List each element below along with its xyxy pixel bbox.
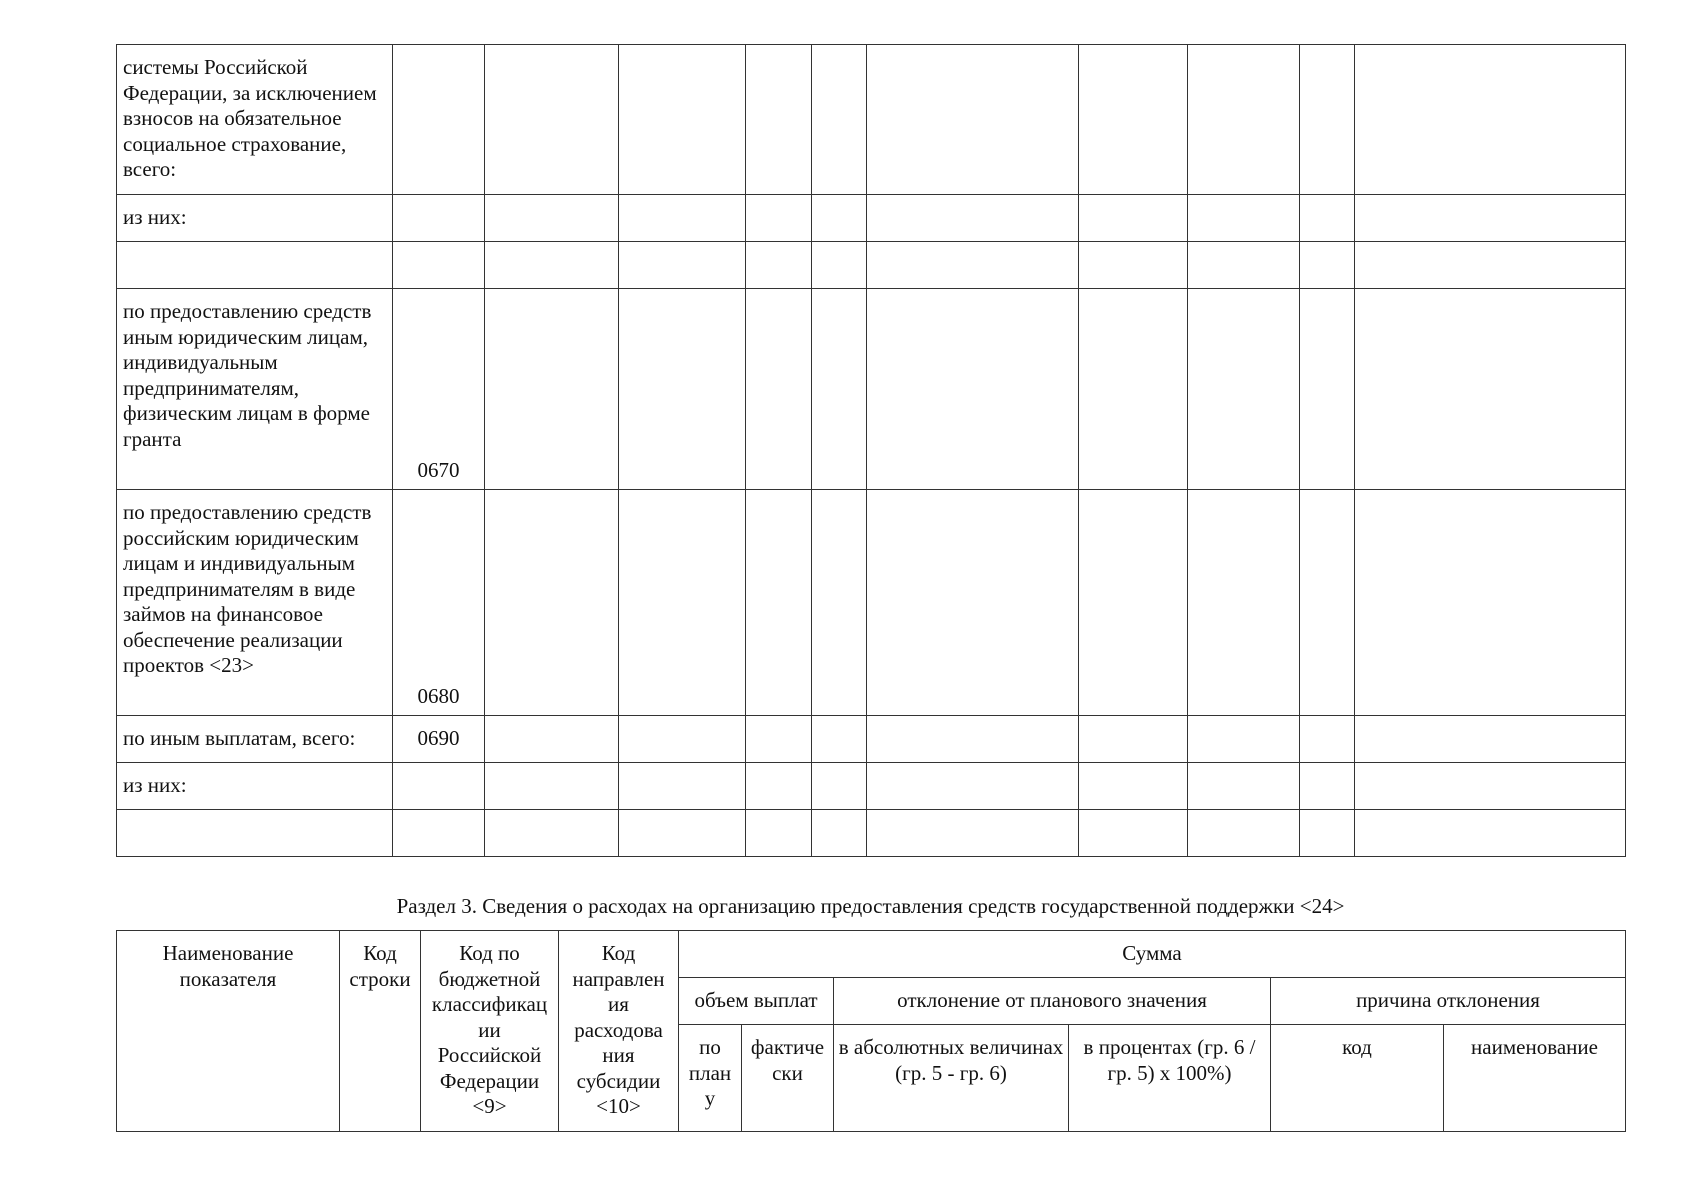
cell <box>1300 763 1355 810</box>
cell <box>1079 810 1188 857</box>
cell <box>1079 763 1188 810</box>
cell <box>1355 490 1626 716</box>
row-name: системы Российской Федерации, за исключением взносов на обязательное социальное страхование, всего: <box>117 45 393 195</box>
header-percent: в процентах (гр. 6 / гр. 5) x 100%) <box>1069 1025 1271 1132</box>
cell <box>1355 810 1626 857</box>
cell <box>1355 763 1626 810</box>
cell <box>619 195 746 242</box>
cell <box>1355 716 1626 763</box>
cell <box>1300 242 1355 289</box>
cell <box>1188 195 1300 242</box>
cell <box>619 490 746 716</box>
header-deviation-reason: причина отклонения <box>1271 978 1626 1025</box>
cell <box>1079 289 1188 490</box>
header-reason-name: наименование <box>1444 1025 1626 1132</box>
cell <box>1188 716 1300 763</box>
header-by-plan: по план у <box>679 1025 742 1132</box>
cell <box>619 289 746 490</box>
cell <box>1355 289 1626 490</box>
cell <box>867 242 1079 289</box>
expenses-table <box>116 44 1626 857</box>
cell <box>746 810 812 857</box>
cell <box>812 242 867 289</box>
table-row <box>117 289 1626 490</box>
cell <box>1355 242 1626 289</box>
cell <box>1188 242 1300 289</box>
cell <box>1355 195 1626 242</box>
cell <box>812 195 867 242</box>
row-name: по иным выплатам, всего: <box>117 716 393 763</box>
table-row <box>117 810 1626 857</box>
header-reason-code: код <box>1271 1025 1444 1132</box>
cell <box>1188 45 1300 195</box>
cell <box>1079 716 1188 763</box>
cell <box>485 289 619 490</box>
cell <box>1300 195 1355 242</box>
row-name <box>117 242 393 289</box>
row-code <box>393 763 485 810</box>
row-code: 0670 <box>393 289 485 490</box>
cell <box>1079 490 1188 716</box>
row-code <box>393 242 485 289</box>
cell <box>1079 242 1188 289</box>
row-name <box>117 810 393 857</box>
cell <box>746 490 812 716</box>
cell <box>746 195 812 242</box>
header-sum: Сумма <box>679 931 1626 978</box>
cell <box>812 45 867 195</box>
header-row-code: Код строки <box>340 931 421 1132</box>
cell <box>812 716 867 763</box>
cell <box>619 763 746 810</box>
cell <box>619 716 746 763</box>
cell <box>485 810 619 857</box>
cell <box>1188 763 1300 810</box>
cell <box>1300 490 1355 716</box>
cell <box>485 195 619 242</box>
cell <box>746 763 812 810</box>
header-actual: фактиче ски <box>742 1025 834 1132</box>
cell <box>746 289 812 490</box>
cell <box>619 242 746 289</box>
cell <box>746 242 812 289</box>
row-code: 0680 <box>393 490 485 716</box>
cell <box>812 289 867 490</box>
cell <box>619 45 746 195</box>
row-code <box>393 45 485 195</box>
cell <box>1300 716 1355 763</box>
header-payment-volume: объем выплат <box>679 978 834 1025</box>
cell <box>867 810 1079 857</box>
cell <box>1188 490 1300 716</box>
cell <box>812 490 867 716</box>
cell <box>1079 45 1188 195</box>
cell <box>1355 45 1626 195</box>
table-row <box>117 45 1626 195</box>
cell <box>867 490 1079 716</box>
cell <box>1300 45 1355 195</box>
cell <box>1188 289 1300 490</box>
cell <box>867 195 1079 242</box>
cell <box>1300 289 1355 490</box>
section-title: Раздел 3. Сведения о расходах на организацию предоставления средств государственной поддержки <24> <box>396 894 1345 918</box>
table-row <box>117 763 1626 810</box>
cell <box>485 490 619 716</box>
table-row <box>117 490 1626 716</box>
cell <box>867 45 1079 195</box>
cell <box>867 289 1079 490</box>
row-name: из них: <box>117 763 393 810</box>
table-row <box>117 195 1626 242</box>
cell <box>485 45 619 195</box>
cell <box>1188 810 1300 857</box>
header-expense-direction-code: Код направлен ия расходова ния субсидии <10> <box>559 931 679 1132</box>
table-row <box>117 242 1626 289</box>
cell <box>867 716 1079 763</box>
row-name: по предоставлению средств иным юридическим лицам, индивидуальным предпринимателям, физическим лицам в форме гранта <box>117 289 393 490</box>
header-absolute: в абсолютных величинах (гр. 5 - гр. 6) <box>834 1025 1069 1132</box>
cell <box>1300 810 1355 857</box>
header-deviation: отклонение от планового значения <box>834 978 1271 1025</box>
section3-header-table <box>116 930 1626 1132</box>
cell <box>1079 195 1188 242</box>
cell <box>812 763 867 810</box>
cell <box>746 45 812 195</box>
cell <box>485 763 619 810</box>
row-code <box>393 195 485 242</box>
row-name: из них: <box>117 195 393 242</box>
cell <box>812 810 867 857</box>
header-row <box>117 931 1626 978</box>
row-name: по предоставлению средств российским юридическим лицам и индивидуальным предпринимателям в виде займов на финансовое обеспечение реализации проектов <23> <box>117 490 393 716</box>
cell <box>485 716 619 763</box>
cell <box>619 810 746 857</box>
header-budget-code: Код по бюджетной классификац ии Российской Федерации <9> <box>421 931 559 1132</box>
row-code: 0690 <box>393 716 485 763</box>
cell <box>867 763 1079 810</box>
table-row <box>117 716 1626 763</box>
header-indicator-name: Наименование показателя <box>117 931 340 1132</box>
row-code <box>393 810 485 857</box>
cell <box>485 242 619 289</box>
cell <box>746 716 812 763</box>
